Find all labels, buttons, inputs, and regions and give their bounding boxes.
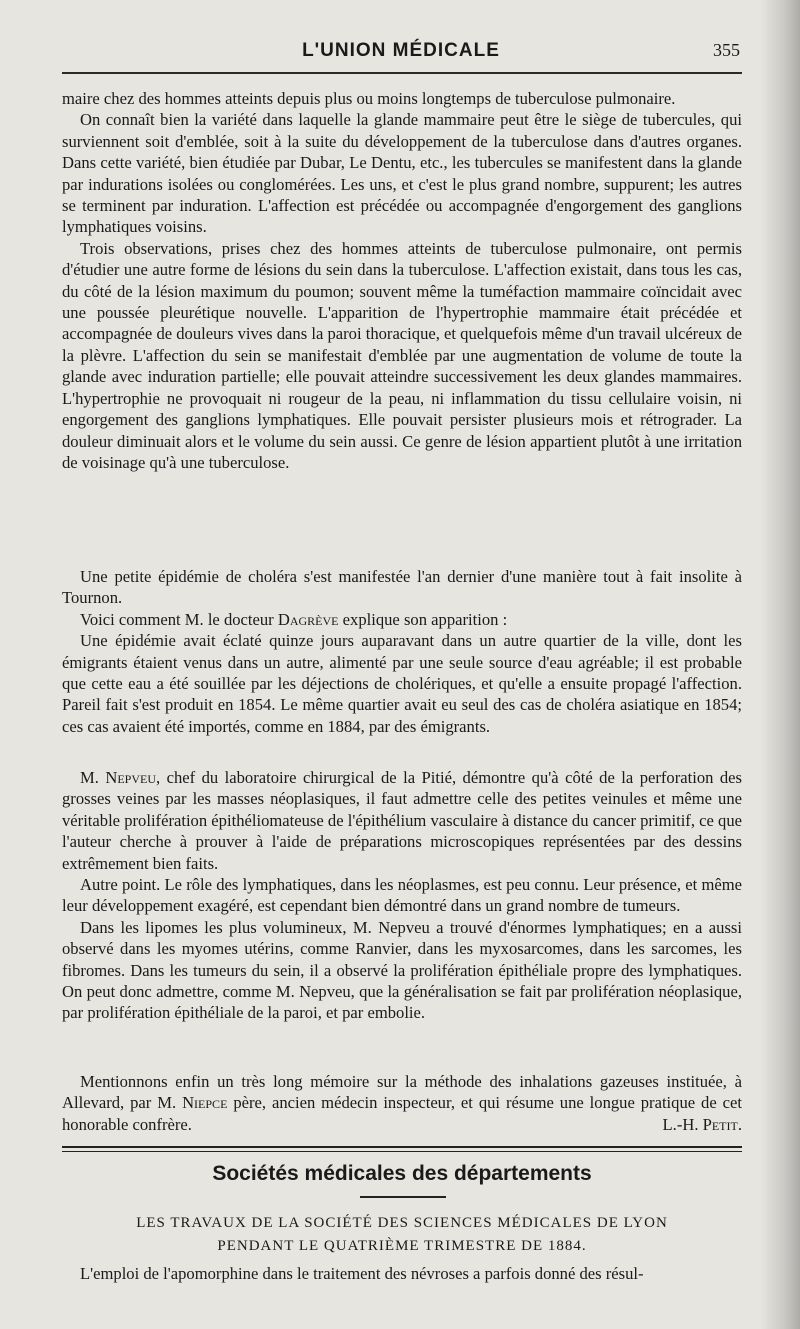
paragraph: Trois observations, prises chez des hommes atteints de tuberculose pulmonaire, ont permis d'étudier une autre forme de lésions du sein dans la tuberculose. L'affection existait, dans tous les cas, du côté de la lésion maximum du poumon; souvent même la tuméfaction mammaire coïncidait avec une poussée pleurétique nouvelle. L'apparition de l'hypertrophie mammaire était précédée et accompagnée de douleurs vives dans la paroi thoracique, et quelquefois même d'un travail ulcéreux de la plèvre. L'affection du sein se manifestait d'emblée par une augmentation de volume de toute la glande avec induration partielle; elle pouvait atteindre successivement les deux glandes mammaires. L'hypertrophie ne provoquait ni rougeur de la peau, ni inflammation du tissu cellulaire voisin, ni engorgement des ganglions lymphatiques. Elle pouvait persister plusieurs mois et rétrograder. La douleur diminuait alors et le volume du sein aussi. Ce genre de lésion appartient plutôt à une irritation de voisinage qu'à une tuberculose.	[62, 238, 742, 472]
text-run: M.	[80, 768, 106, 787]
page-header	[60, 40, 742, 70]
page-edge-shadow	[760, 0, 800, 1329]
paragraph	[62, 609, 742, 630]
title-underline	[360, 1196, 446, 1198]
paragraph: maire chez des hommes atteints depuis plus ou moins longtemps de tuberculose pulmonaire.	[62, 89, 676, 108]
section-subtitle-line-2: PENDANT LE QUATRIÈME TRIMESTRE DE 1884.	[217, 1238, 587, 1254]
article-cholera	[62, 566, 742, 737]
text-run: Voici comment M. le docteur	[80, 609, 278, 629]
article-niepce	[62, 1071, 742, 1135]
text-run: père, ancien médecin inspecteur, et qui résume une longue pratique de cet honorable confrère.	[62, 1093, 742, 1134]
paragraph: On connaît bien la variété dans laquelle la glande mammaire peut être le siège de tubercules, qui surviennent soit d'emblée, soit à la suite du développement de la tuberculose dans d'autres organes. Dans cette variété, bien étudiée par Dubar, Le Dentu, etc., les tubercules se manifestent dans la glande par indurations isolées ou conglomérées. Les uns, et c'est le plus grand nombre, suppurent; les autres se terminent par induration. L'affection est précédée ou accompagnée d'engorgement des ganglions lymphatiques voisins.	[62, 110, 742, 237]
paragraph: Une petite épidémie de choléra s'est manifestée l'an dernier d'une manière tout à fait insolite à Tournon.	[62, 567, 742, 608]
section-subtitle-line-1: LES TRAVAUX DE LA SOCIÉTÉ DES SCIENCES MÉDICALES DE LYON	[136, 1215, 668, 1231]
paragraph	[62, 767, 742, 874]
author-name: Dagrève	[277, 609, 339, 629]
article-nepveu	[62, 767, 742, 1024]
author-name: Nepveu	[105, 768, 157, 787]
paragraph: Dans les lipomes les plus volumineux, M. Nepveu a trouvé d'énormes lymphatiques; en a aussi observé dans les myomes utérins, comme Ranvier, dans les myxosarcomes, dans les sarcomes, les fibromes. Dans les tumeurs du sein, il a observé la prolifération épithéliale propre des lymphatiques. On peut donc admettre, comme M. Nepveu, que la généralisation se fait par prolifération néoplasique, par prolifération épithéliale de la paroi, et par embolie.	[62, 917, 742, 1023]
running-title: L'UNION MÉDICALE	[302, 40, 500, 61]
author-name: Niepce	[182, 1093, 228, 1113]
paragraph: L'emploi de l'apomorphine dans le traitement des névroses a parfois donné des résul-	[80, 1264, 644, 1283]
paragraph: Autre point. Le rôle des lymphatiques, dans les néoplasmes, est peu connu. Leur présence, et même leur développement exagéré, est cependant bien démontré dans un grand nombre de tumeurs.	[62, 875, 742, 916]
article-tuberculosis	[62, 88, 742, 473]
page-number: 355	[713, 40, 740, 60]
section-divider	[62, 1146, 742, 1152]
text-run: , chef du laboratoire chirurgical de la Pitié, démontre qu'à côté de la perforation des grosses veines par les masses néoplasiques, il faut admettre celle des petites veinules et même une véritable prolifération épithéliomateuse de l'épithélium vasculaire à distance du cancer primitif, ce que l'auteur cherche à prouver à l'aide de préparations microscopiques représentées par des dessins extrêmement bien faits.	[62, 768, 742, 873]
paragraph: Une épidémie avait éclaté quinze jours auparavant dans un autre quartier de la ville, dont les émigrants étaient venus dans un autre, alimenté par une seule source d'eau agréable; il est probable que cette eau a été souillée par les déjections de cholériques, et qu'elle a ensuite propagé l'affection. Pareil fait s'est produit en 1854. Le même quartier avait eu seul des cas de choléra asiatique en 1854; ces cas avaient été importés, comme en 1884, par des émigrants.	[62, 631, 742, 736]
text-run: Mentionnons enfin un très long mémoire sur la méthode des inhalations gazeuses instituée, à Allevard, par M.	[62, 1072, 742, 1113]
paragraph	[62, 1071, 742, 1135]
header-rule	[62, 72, 742, 74]
signature: L.-H. Petit.	[662, 1114, 742, 1134]
text-run: explique son apparition :	[338, 609, 508, 629]
section-title: Sociétés médicales des départements	[212, 1162, 592, 1185]
